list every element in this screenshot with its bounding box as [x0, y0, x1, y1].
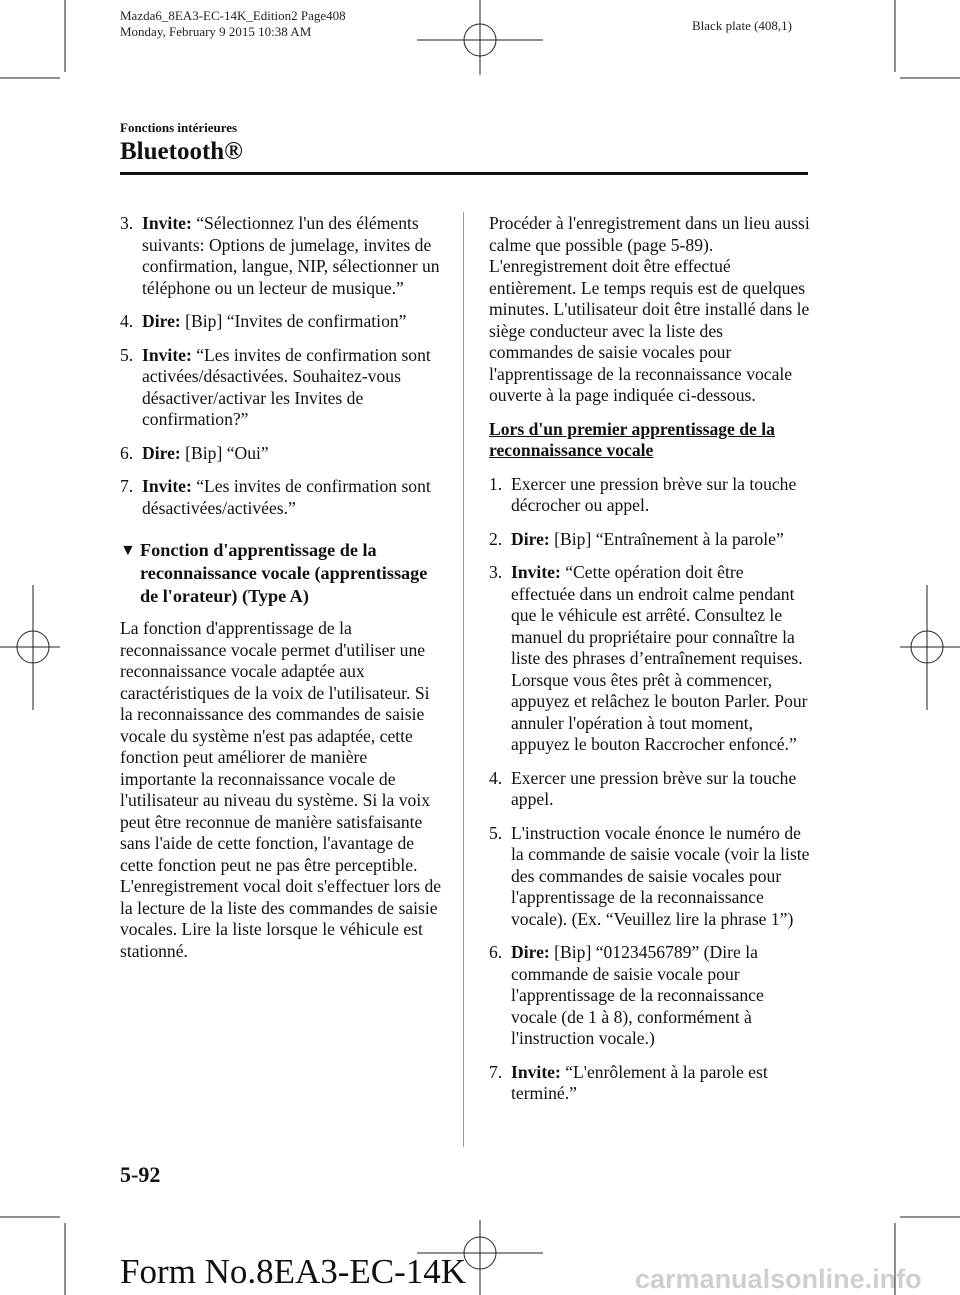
step-text: Exercer une pression brève sur la touche appel. [511, 767, 797, 809]
step-number: 1. [489, 473, 503, 494]
print-header-date: Monday, February 9 2015 10:38 AM [120, 24, 312, 39]
step-text: [Bip] “0123456789” (Dire la commande de saisie vocale pour l'apprentissage de la reconnaissance vocale (de 1 à 8), conformément à l'instruction vocale.) [511, 942, 764, 1048]
step-number: 3. [489, 562, 503, 582]
step-label: Dire: [142, 311, 181, 331]
list-item [489, 768, 811, 811]
list-item [489, 942, 811, 1050]
step-text: L'instruction vocale énonce le numéro de la commande de saisie vocale (voir la liste des commandes de saisie vocales pour l'apprentissage de la reconnaissance vocale). (Ex. “Veuillez lire la phrase 1”) [511, 822, 810, 929]
step-number: 4. [489, 767, 503, 788]
form-number: Form No.8EA3-EC-14K [120, 1252, 467, 1291]
list-item [120, 311, 446, 333]
step-number: 6. [120, 442, 134, 463]
step-label: Invite: [142, 213, 192, 233]
triangle-icon: ▼ [120, 542, 136, 559]
list-item [489, 823, 811, 931]
step-label: Dire: [142, 442, 181, 463]
right-column [489, 213, 811, 1117]
step-text: “Les invites de confirmation sont désactivées/activées.” [142, 476, 431, 518]
step-text: “Les invites de confirmation sont activées/désactivées. Souhaitez-vous désactiver/activar les Invites de confirmation?” [142, 344, 431, 429]
step-number: 7. [489, 1061, 503, 1082]
chapter-label: Fonctions intérieures [120, 120, 238, 135]
step-text: [Bip] “Oui” [180, 442, 269, 463]
watermark: carmanualsonline.info [635, 1264, 922, 1294]
section-title: Bluetooth® [120, 138, 243, 165]
step-number: 2. [489, 528, 503, 549]
subheading: Lors d'un premier apprentissage de la reconnaissance vocale [489, 418, 775, 460]
body-paragraph: La fonction d'apprentissage de la reconnaissance vocale permet d'utiliser une reconnaissance vocale adaptée aux caractéristiques de la voix de l'utilisateur. Si la reconnaissance des commandes de saisie vocale du système n'est pas adaptée, cette fonction peut améliorer de manière importante la reconnaissance vocale de l'utilisateur au niveau du système. Si la voix peut être reconnue de manière satisfaisante sans l'aide de cette fonction, l'avantage de cette fonction peut ne pas être perceptible. L'enregistrement vocal doit s'effectuer lors de la lecture de la liste des commandes de saisie vocales. Lire la liste lorsque le véhicule est stationné. [120, 618, 442, 961]
intro-paragraph: Procéder à l'enregistrement dans un lieu aussi calme que possible (page 5-89). L'enregistrement doit être effectué entièrement. Le temps requis est de quelques minutes. L'utilisateur doit être installé dans le siège conducteur avec la liste des commandes de saisie vocales pour l'apprentissage de la reconnaissance vocale ouverte à la page indiquée ci-dessous. [489, 213, 810, 405]
list-item [120, 476, 446, 519]
list-item [120, 213, 446, 299]
print-header-file: Mazda6_8EA3-EC-14K_Edition2 Page408 [120, 8, 346, 23]
step-number: 7. [120, 476, 134, 496]
step-number: 4. [120, 311, 134, 331]
step-label: Invite: [511, 562, 561, 582]
page-number: 5-92 [120, 1162, 161, 1187]
title-rule [120, 172, 808, 175]
step-text: Exercer une pression brève sur la touche décrocher ou appel. [511, 473, 797, 515]
step-label: Invite: [142, 476, 192, 496]
column-divider [463, 212, 464, 1147]
left-column [120, 213, 446, 974]
step-text: “Sélectionnez l'un des éléments suivants: Options de jumelage, invites de confirmation, langue, NIP, sélectionner un téléphone ou un lecteur de musique.” [142, 213, 440, 298]
step-text: [Bip] “Invites de confirmation” [180, 311, 407, 331]
step-label: Dire: [511, 942, 550, 962]
list-item [489, 562, 811, 756]
section-heading [120, 539, 446, 608]
list-item [120, 345, 446, 431]
step-text: “Cette opération doit être effectuée dans un endroit calme pendant que le véhicule est arrêté. Consultez le manuel du propriétaire pour connaître la liste des phrases d’entraînement requises. Lorsque vous êtes prêt à commencer, appuyez et relâchez le bouton Parler. Pour annuler l'opération à tout moment, appuyez le bouton Raccrocher enfoncé.” [511, 562, 808, 754]
step-label: Dire: [511, 528, 550, 549]
step-number: 5. [489, 822, 503, 843]
step-number: 3. [120, 213, 134, 233]
step-label: Invite: [142, 344, 192, 365]
section-heading-text: Fonction d'apprentissage de la reconnaissance vocale (apprentissage de l'orateur) (Type A) [140, 540, 428, 606]
list-item [489, 474, 811, 517]
print-header [120, 8, 346, 40]
plate-label: Black plate (408,1) [692, 18, 792, 33]
list-item [489, 529, 811, 551]
step-text: [Bip] “Entraînement à la parole” [549, 528, 784, 549]
list-item [489, 1062, 811, 1105]
step-number: 6. [489, 942, 503, 962]
step-number: 5. [120, 344, 134, 365]
step-text: “L'enrôlement à la parole est terminé.” [511, 1061, 768, 1103]
list-item [120, 443, 446, 465]
step-label: Invite: [511, 1061, 561, 1082]
